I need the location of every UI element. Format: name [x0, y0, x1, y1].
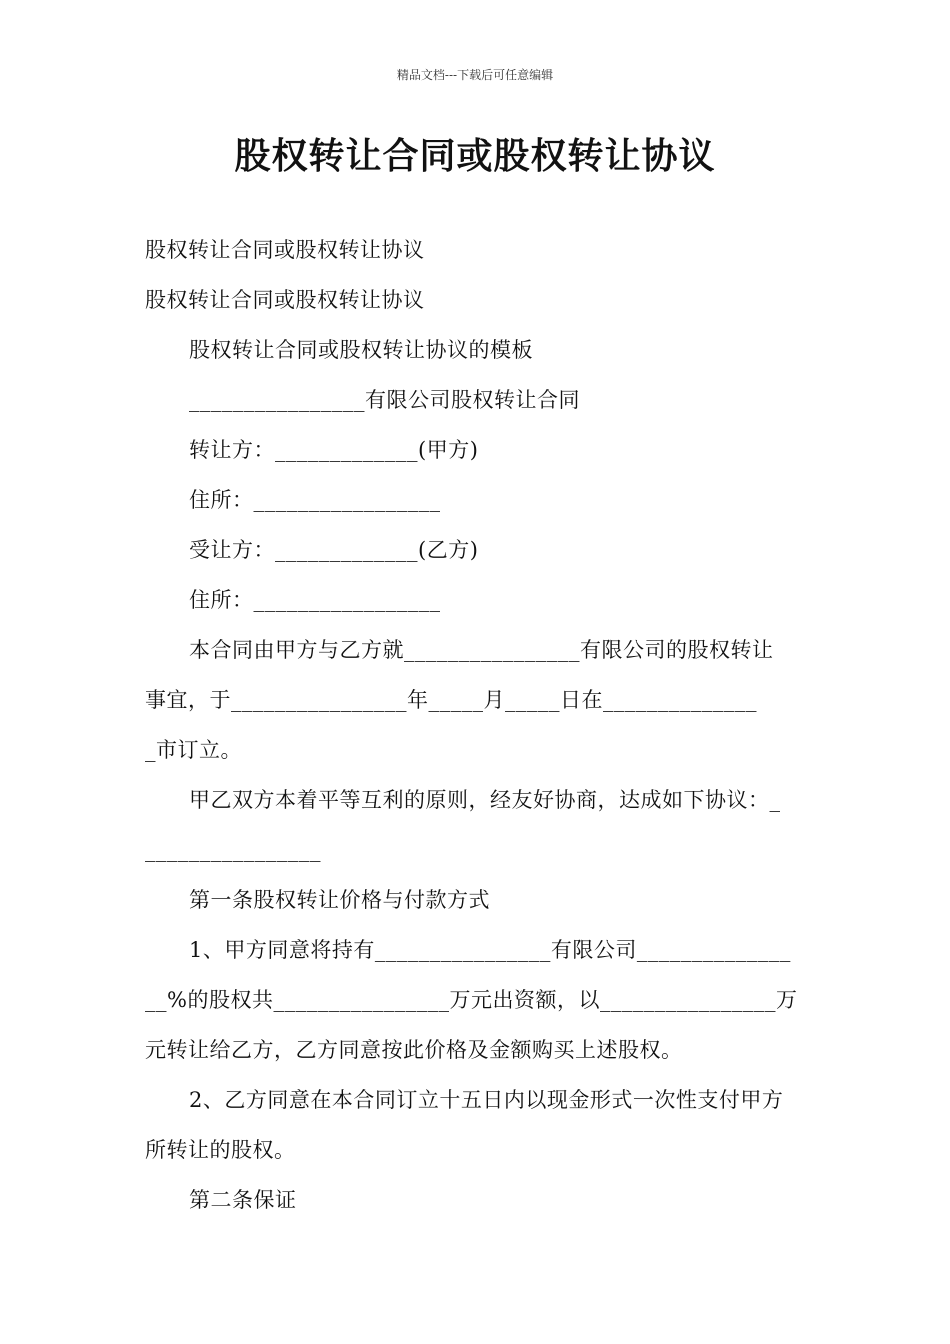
paragraph-line: 事宜，于________________年_____月_____日在______________: [145, 688, 757, 712]
paragraph-line: 元转让给乙方，乙方同意按此价格及金额购买上述股权。: [145, 1038, 683, 1062]
page-header: 精品文档---下载后可任意编辑: [396, 68, 554, 82]
paragraph-line: 本合同由甲方与乙方就________________有限公司的股权转让: [189, 638, 774, 662]
paragraph-line: __%的股权共________________万元出资额，以________________万: [145, 988, 798, 1012]
paragraph-line: 股权转让合同或股权转让协议的模板: [189, 338, 533, 362]
paragraph-line: 2、乙方同意在本合同订立十五日内以现金形式一次性支付甲方: [189, 1088, 784, 1112]
paragraph-line: 股权转让合同或股权转让协议: [145, 288, 425, 312]
section-heading: 第二条保证: [189, 1188, 297, 1212]
transferee-line: 受让方：_____________(乙方): [189, 538, 479, 562]
address-line: 住所：_________________: [189, 488, 441, 512]
paragraph-line: ________________有限公司股权转让合同: [189, 388, 580, 412]
paragraph-line: 甲乙双方本着平等互利的原则，经友好协商，达成如下协议：_: [189, 788, 781, 812]
paragraph-line: ________________: [145, 838, 321, 862]
transferor-line: 转让方：_____________(甲方): [189, 438, 479, 462]
section-heading: 第一条股权转让价格与付款方式: [189, 888, 490, 912]
paragraph-line: 所转让的股权。: [145, 1138, 296, 1162]
document-title: 股权转让合同或股权转让协议: [234, 136, 716, 177]
paragraph-line: _市订立。: [145, 738, 242, 762]
address-line: 住所：_________________: [189, 588, 441, 612]
paragraph-line: 1、甲方同意将持有________________有限公司______________: [189, 938, 791, 962]
paragraph-line: 股权转让合同或股权转让协议: [145, 238, 425, 262]
